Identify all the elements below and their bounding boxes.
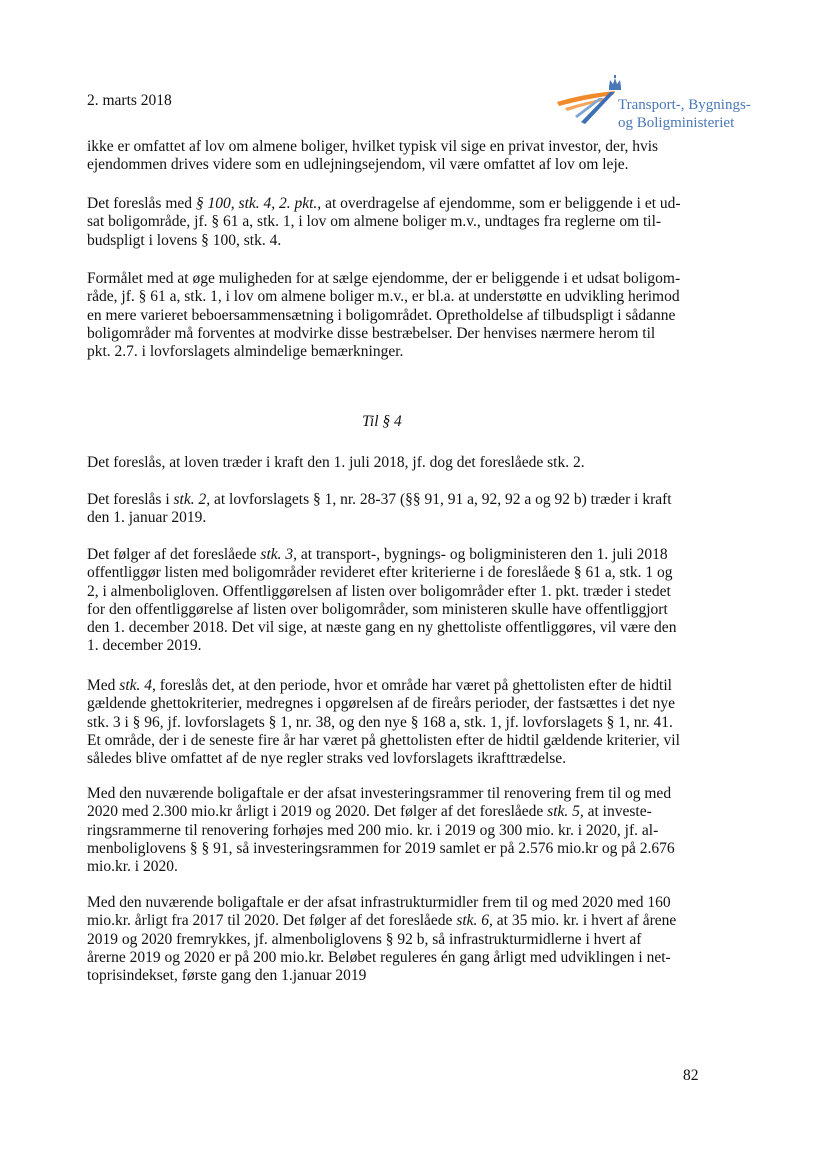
document-date: 2. marts 2018 — [87, 92, 172, 109]
text-line: stk. 3 i § 96, jf. lovforslagets § 1, nr. 38, og den nye § 168 a, stk. 1, jf. lovforslagets § 1, nr. 41. — [87, 713, 673, 731]
text-line: Et område, der i de seneste fire år har været på ghettolisten efter de hidtil gældende kriterier, vil — [87, 731, 680, 749]
text-line: 2, i almenboligloven. Offentliggørelsen af listen over boligområder efter 1. pkt. træder i stedet — [87, 582, 671, 600]
paragraph-7 — [87, 677, 707, 768]
text-line: Det foreslås, at loven træder i kraft den 1. juli 2018, jf. dog det foreslåede stk. 2. — [87, 454, 585, 471]
text-line: ringsrammerne til renovering forhøjes med 200 mio. kr. i 2019 og 300 mio. kr. i 2020, jf. al- — [87, 821, 659, 839]
section-heading: Til § 4 — [362, 413, 402, 430]
logo-text-line2: og Boligministeriet — [618, 115, 735, 131]
text-line: den 1. januar 2019. — [87, 509, 207, 527]
paragraph-1 — [87, 138, 707, 175]
paragraph-8 — [87, 785, 707, 876]
paragraph-2 — [87, 195, 707, 250]
text-line: årerne 2019 og 2020 er på 200 mio.kr. Beløbet reguleres én gang årligt med udviklingen i net- — [87, 948, 671, 966]
paragraph-6 — [87, 546, 707, 656]
text-line: gældende ghettokriterier, medregnes i opgørelsen af de fireårs perioder, der fastsættes i det nye — [87, 695, 675, 713]
text-line: en mere varieret beboersammensætning i boligområdet. Opretholdelse af tilbudspligt i sådanne — [87, 306, 676, 324]
paragraph-9 — [87, 894, 707, 985]
text-line: 2020 med 2.300 mio.kr årligt i 2019 og 2020. Det følger af det foreslåede stk. 5, at investe- — [87, 803, 652, 821]
text-line: den 1. december 2018. Det vil sige, at næste gang en ny ghettoliste offentliggøres, vil være den — [87, 619, 677, 637]
text-line: Det foreslås i stk. 2, at lovforslagets § 1, nr. 28-37 (§§ 91, 91 a, 92, 92 a og 92 b) træder i kraft — [87, 491, 672, 508]
text-line: Med den nuværende boligaftale er der afsat investeringsrammer til renovering frem til og med — [87, 785, 672, 802]
text-line: Det følger af det foreslåede stk. 3, at transport-, bygnings- og boligministeren den 1. juli 2018 — [87, 546, 668, 563]
text-line: mio.kr. i 2020. — [87, 858, 178, 876]
text-line: toprisindekset, første gang den 1.januar 2019 — [87, 967, 367, 985]
text-line: Det foreslås med § 100, stk. 4, 2. pkt., at overdragelse af ejendomme, som er beliggende i et ud- — [87, 195, 681, 212]
text-line: 2019 og 2020 fremrykkes, jf. almenboliglovens § 92 b, så infrastrukturmidlerne i hvert af — [87, 930, 642, 948]
text-line: ikke er omfattet af lov om almene boliger, hvilket typisk vil sige en privat investor, der, hvis — [87, 138, 659, 155]
paragraph-3 — [87, 270, 707, 361]
text-line: offentliggør listen med boligområder revideret efter kriterierne i de foreslåede § 61 a, stk. 1 og — [87, 564, 673, 582]
text-line: budspligt i lovens § 100, stk. 4. — [87, 231, 282, 249]
text-line: Med den nuværende boligaftale er der afsat infrastrukturmidler frem til og med 2020 med 160 — [87, 894, 671, 911]
text-line: boligområder må forventes at modvirke disse bestræbelser. Der henvises nærmere herom til — [87, 324, 656, 342]
text-line: ejendommen drives videre som en udlejningsejendom, vil være omfattet af lov om leje. — [87, 156, 629, 174]
paragraph-5 — [87, 491, 707, 528]
text-line: menboliglovens § § 91, så investeringsrammen for 2019 samlet er på 2.576 mio.kr og på 2.676 — [87, 839, 675, 857]
text-line: for den offentliggørelse af listen over boligområder, som ministeren skulle have offentliggjort — [87, 600, 668, 618]
text-line: 1. december 2019. — [87, 637, 202, 655]
paragraph-4 — [87, 454, 707, 472]
text-line: Formålet med at øge muligheden for at sælge ejendomme, der er beliggende i et udsat boligom- — [87, 270, 681, 287]
text-line: mio.kr. årligt fra 2017 til 2020. Det følger af det foreslåede stk. 6, at 35 mio. kr. i hvert af årene — [87, 912, 677, 930]
text-line: således blive omfattet af de nye regler straks ved lovforslagets ikrafttrædelse. — [87, 750, 567, 768]
text-line: pkt. 2.7. i lovforslagets almindelige bemærkninger. — [87, 343, 404, 361]
crown-swoosh-icon — [555, 72, 625, 142]
text-line: sat boligområde, jf. § 61 a, stk. 1, i lov om almene boliger m.v., undtages fra reglerne om til- — [87, 213, 662, 231]
page-number: 82 — [683, 1067, 699, 1084]
logo-text-line1: Transport-, Bygnings- — [618, 97, 751, 113]
ministry-logo — [555, 72, 765, 142]
text-line: Med stk. 4, foreslås det, at den periode, hvor et område har været på ghettolisten efter de hidtil — [87, 677, 672, 694]
text-line: råde, jf. § 61 a, stk. 1, i lov om almene boliger m.v., er bl.a. at understøtte en udvikling herimod — [87, 288, 680, 306]
